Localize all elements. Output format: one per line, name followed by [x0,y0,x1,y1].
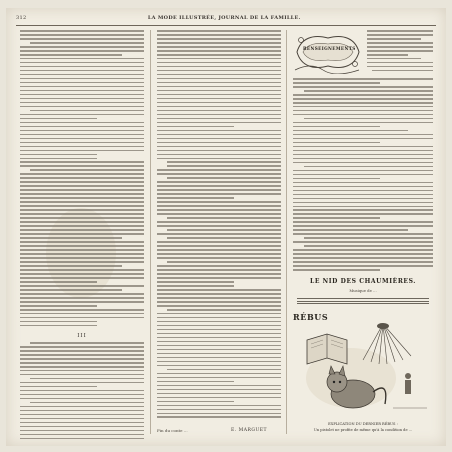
text-line [20,237,122,239]
text-line [20,309,144,311]
text-line [20,305,97,307]
text-line [293,78,433,80]
text-line [30,169,144,171]
text-line [157,269,281,271]
text-line [293,86,433,88]
text-line [157,58,281,60]
text-line [293,249,433,251]
text-line [157,102,281,104]
text-line [304,245,433,247]
text-line [20,205,144,207]
text-line [157,389,281,391]
column-2 [157,30,281,438]
text-line [293,209,433,211]
text-line [20,386,97,388]
text-line [293,221,433,223]
text-line [293,265,433,267]
rebus-caption-heading: EXPLICATION DU DERNIER RÉBUS : [328,422,398,426]
text-line [20,150,144,152]
text-line [157,397,281,399]
text-line [157,305,281,307]
text-line [20,261,144,263]
text-line [20,346,144,348]
journal-title: LA MODE ILLUSTRÉE, JOURNAL DE LA FAMILLE. [147,15,301,21]
text-line [293,82,380,84]
text-line [157,353,281,355]
text-line [157,333,281,335]
text-line [157,38,281,40]
text-line [293,106,433,108]
text-line [20,354,144,356]
text-line [20,134,144,136]
text-line [167,229,281,231]
text-line [157,289,281,291]
text-block [157,30,281,420]
text-line [167,177,281,179]
text-line [20,394,144,396]
text-line [293,206,433,208]
text-line [304,90,433,92]
footnote: Fin du conte ... [157,428,188,433]
text-line [157,185,281,187]
text-line [157,138,281,140]
text-line [20,418,144,420]
text-line [293,126,380,128]
text-line [157,98,281,100]
text-line [293,178,380,180]
text-line [20,106,144,108]
text-line [157,409,281,411]
text-line [293,269,380,271]
text-line [20,438,144,440]
text-line [293,225,433,227]
text-line [167,161,281,163]
text-line [293,194,433,196]
text-line [20,102,144,104]
text-line [367,62,433,64]
text-line [157,361,281,363]
text-line [20,241,144,243]
text-block [367,30,433,74]
text-line [20,321,97,323]
text-line [157,193,281,195]
text-line [20,390,144,392]
text-line [293,233,433,235]
text-line [157,201,281,203]
text-line [157,277,281,279]
text-line [20,201,144,203]
text-line [157,221,281,223]
text-line [20,70,144,72]
text-line [20,193,144,195]
text-line [157,150,281,152]
text-line [367,38,421,40]
text-line [293,202,433,204]
text-line [157,46,281,48]
text-line [20,46,144,48]
text-line [20,197,144,199]
text-line [20,301,144,303]
text-line [293,158,433,160]
text-line [157,265,281,267]
text-line [20,410,144,412]
text-line [20,362,144,364]
text-line [30,110,144,112]
text-line [157,30,281,32]
text-line [20,177,144,179]
text-line [157,122,281,124]
text-line [304,237,433,239]
text-line [20,249,144,251]
text-line [20,94,144,96]
text-line [157,213,281,215]
text-line [157,245,281,247]
text-line [20,173,144,175]
column-divider [286,30,287,434]
text-line [157,106,281,108]
text-line [157,325,281,327]
text-line [157,82,281,84]
text-line [367,42,433,44]
text-line [167,261,281,263]
text-line [157,357,281,359]
text-line [157,257,281,259]
text-line [157,34,281,36]
text-line [293,134,433,136]
text-line [20,253,144,255]
text-line [20,366,144,368]
text-line [30,342,144,344]
text-line [167,369,281,371]
text-line [293,186,433,188]
text-line [157,158,281,160]
text-line [20,82,144,84]
text-line [367,66,433,68]
text-line [293,102,433,104]
text-line [293,190,433,192]
text-line [20,422,144,424]
text-line [157,42,281,44]
text-line [20,313,144,315]
text-line [157,209,281,211]
text-line [20,209,144,211]
text-line [367,58,421,60]
text-line [20,62,144,64]
text-line [20,317,144,319]
text-line [20,382,144,384]
text-line [157,169,281,171]
text-line [157,154,281,156]
text-line [20,325,97,327]
page-number: 312 [16,15,27,21]
text-line [20,114,144,116]
text-line [293,110,433,112]
text-line [157,189,281,191]
text-line [304,118,433,120]
music-staff [297,298,429,310]
text-line [20,426,144,428]
text-line [20,370,144,372]
text-line [157,126,234,128]
text-line [293,146,433,148]
text-line [20,257,144,259]
text-line [157,66,281,68]
text-line [20,297,144,299]
text-line [20,58,144,60]
text-line [293,217,380,219]
text-line [30,42,144,44]
text-line [20,158,97,160]
column-3 [293,30,433,438]
text-line [157,285,234,287]
text-line [157,74,281,76]
text-line [157,373,281,375]
text-line [20,281,97,283]
text-line [20,358,144,360]
text-line [293,122,433,124]
text-line [20,229,144,231]
text-line [20,273,144,275]
text-line [293,162,433,164]
text-line [20,138,144,140]
column-divider [150,30,151,434]
text-line [157,317,281,319]
text-line [293,94,433,96]
text-line [30,402,144,404]
text-line [293,138,433,140]
text-line [157,62,281,64]
text-line [293,170,433,172]
text-line [157,142,281,144]
text-line [157,345,281,347]
text-line [367,30,433,32]
text-line [20,66,144,68]
text-line [20,265,122,267]
text-line [293,241,433,243]
text-line [20,130,144,132]
text-line [293,174,433,176]
text-line [157,313,281,315]
rebus-illustration-icon [293,320,433,420]
text-line [157,197,234,199]
text-line [20,245,144,247]
text-line [20,74,144,76]
text-line [293,150,433,152]
header-rule [16,25,436,26]
text-line [157,78,281,80]
text-line [157,205,281,207]
text-line [157,253,281,255]
text-line [20,38,144,40]
text-line [20,30,144,32]
text-line [157,110,281,112]
text-line [293,142,380,144]
rebus-title: RÉBUS [293,312,329,322]
text-line [157,90,281,92]
text-line [20,398,144,400]
text-line [157,377,281,379]
text-line [20,225,144,227]
text-line [293,114,433,116]
text-line [20,217,144,219]
text-line [20,50,144,52]
text-line [157,181,281,183]
text-line [157,114,281,116]
text-line [20,430,144,432]
newspaper-page [6,8,446,446]
text-line [20,142,144,144]
banner-label: RENSEIGNEMENTS [303,46,356,51]
text-line [20,434,144,436]
page-header [16,12,436,24]
text-block [20,342,144,442]
text-line [372,70,433,72]
text-line [157,173,281,175]
text-line [157,281,234,283]
text-line [167,237,281,239]
text-line [157,401,234,403]
text-line [367,54,408,56]
text-block [20,30,144,329]
text-line [20,54,122,56]
text-line [20,233,144,235]
song-title: LE NID DES CHAUMIÈRES. [310,278,416,285]
text-line [367,34,433,36]
text-line [167,165,281,167]
author-signature: E. MARGUET [230,428,268,433]
text-line [20,213,144,215]
text-line [20,269,144,271]
text-line [20,154,97,156]
text-line [20,86,144,88]
text-line [293,253,433,255]
text-line [20,189,144,191]
text-line [20,146,144,148]
text-line [20,289,122,291]
text-line [20,122,144,124]
text-line [157,233,281,235]
text-line [157,301,281,303]
text-line [157,70,281,72]
text-line [157,365,281,367]
text-line [20,374,144,376]
text-line [157,54,281,56]
column-1 [20,30,144,438]
rebus-caption-text: Un pistolet ne profite de même qu'à la condition de ... [313,428,413,432]
text-line [20,406,144,408]
text-line [167,309,281,311]
text-line [293,257,433,259]
text-line [157,130,281,132]
text-line [293,130,408,132]
text-block [293,78,433,273]
text-line [293,261,433,263]
section-numeral: III [77,333,87,339]
text-line [157,50,281,52]
text-line [157,385,281,387]
text-line [157,416,281,418]
text-line [157,86,281,88]
text-line [167,217,281,219]
text-line [293,198,433,200]
text-line [157,329,281,331]
text-line [157,349,281,351]
text-line [20,126,144,128]
text-line [20,98,144,100]
text-line [20,90,144,92]
text-line [157,321,281,323]
text-line [20,350,144,352]
text-line [157,405,281,407]
text-line [304,166,433,168]
text-line [20,78,144,80]
text-line [157,134,281,136]
text-line [20,165,144,167]
text-line [157,297,281,299]
text-line [157,118,281,120]
text-line [20,414,144,416]
text-line [157,381,234,383]
text-line [157,94,281,96]
text-line [157,273,281,275]
text-line [367,50,433,52]
ornamental-banner-icon [293,30,363,74]
text-line [157,146,281,148]
text-line [293,213,433,215]
text-line [20,285,144,287]
text-line [293,182,433,184]
text-line [157,341,281,343]
text-line [157,225,281,227]
text-line [30,378,144,380]
text-line [157,241,281,243]
text-line [157,337,281,339]
text-line [293,154,433,156]
text-line [157,293,281,295]
text-line [20,293,144,295]
song-credit: Musique de ... [349,288,377,293]
text-line [293,229,408,231]
text-line [20,221,144,223]
text-line [293,98,433,100]
text-line [157,249,281,251]
text-line [20,181,144,183]
text-line [20,277,144,279]
text-line [20,34,144,36]
text-line [20,118,97,120]
text-line [367,46,433,48]
text-line [157,413,281,415]
text-line [20,185,144,187]
text-line [157,393,281,395]
text-line [20,161,144,163]
